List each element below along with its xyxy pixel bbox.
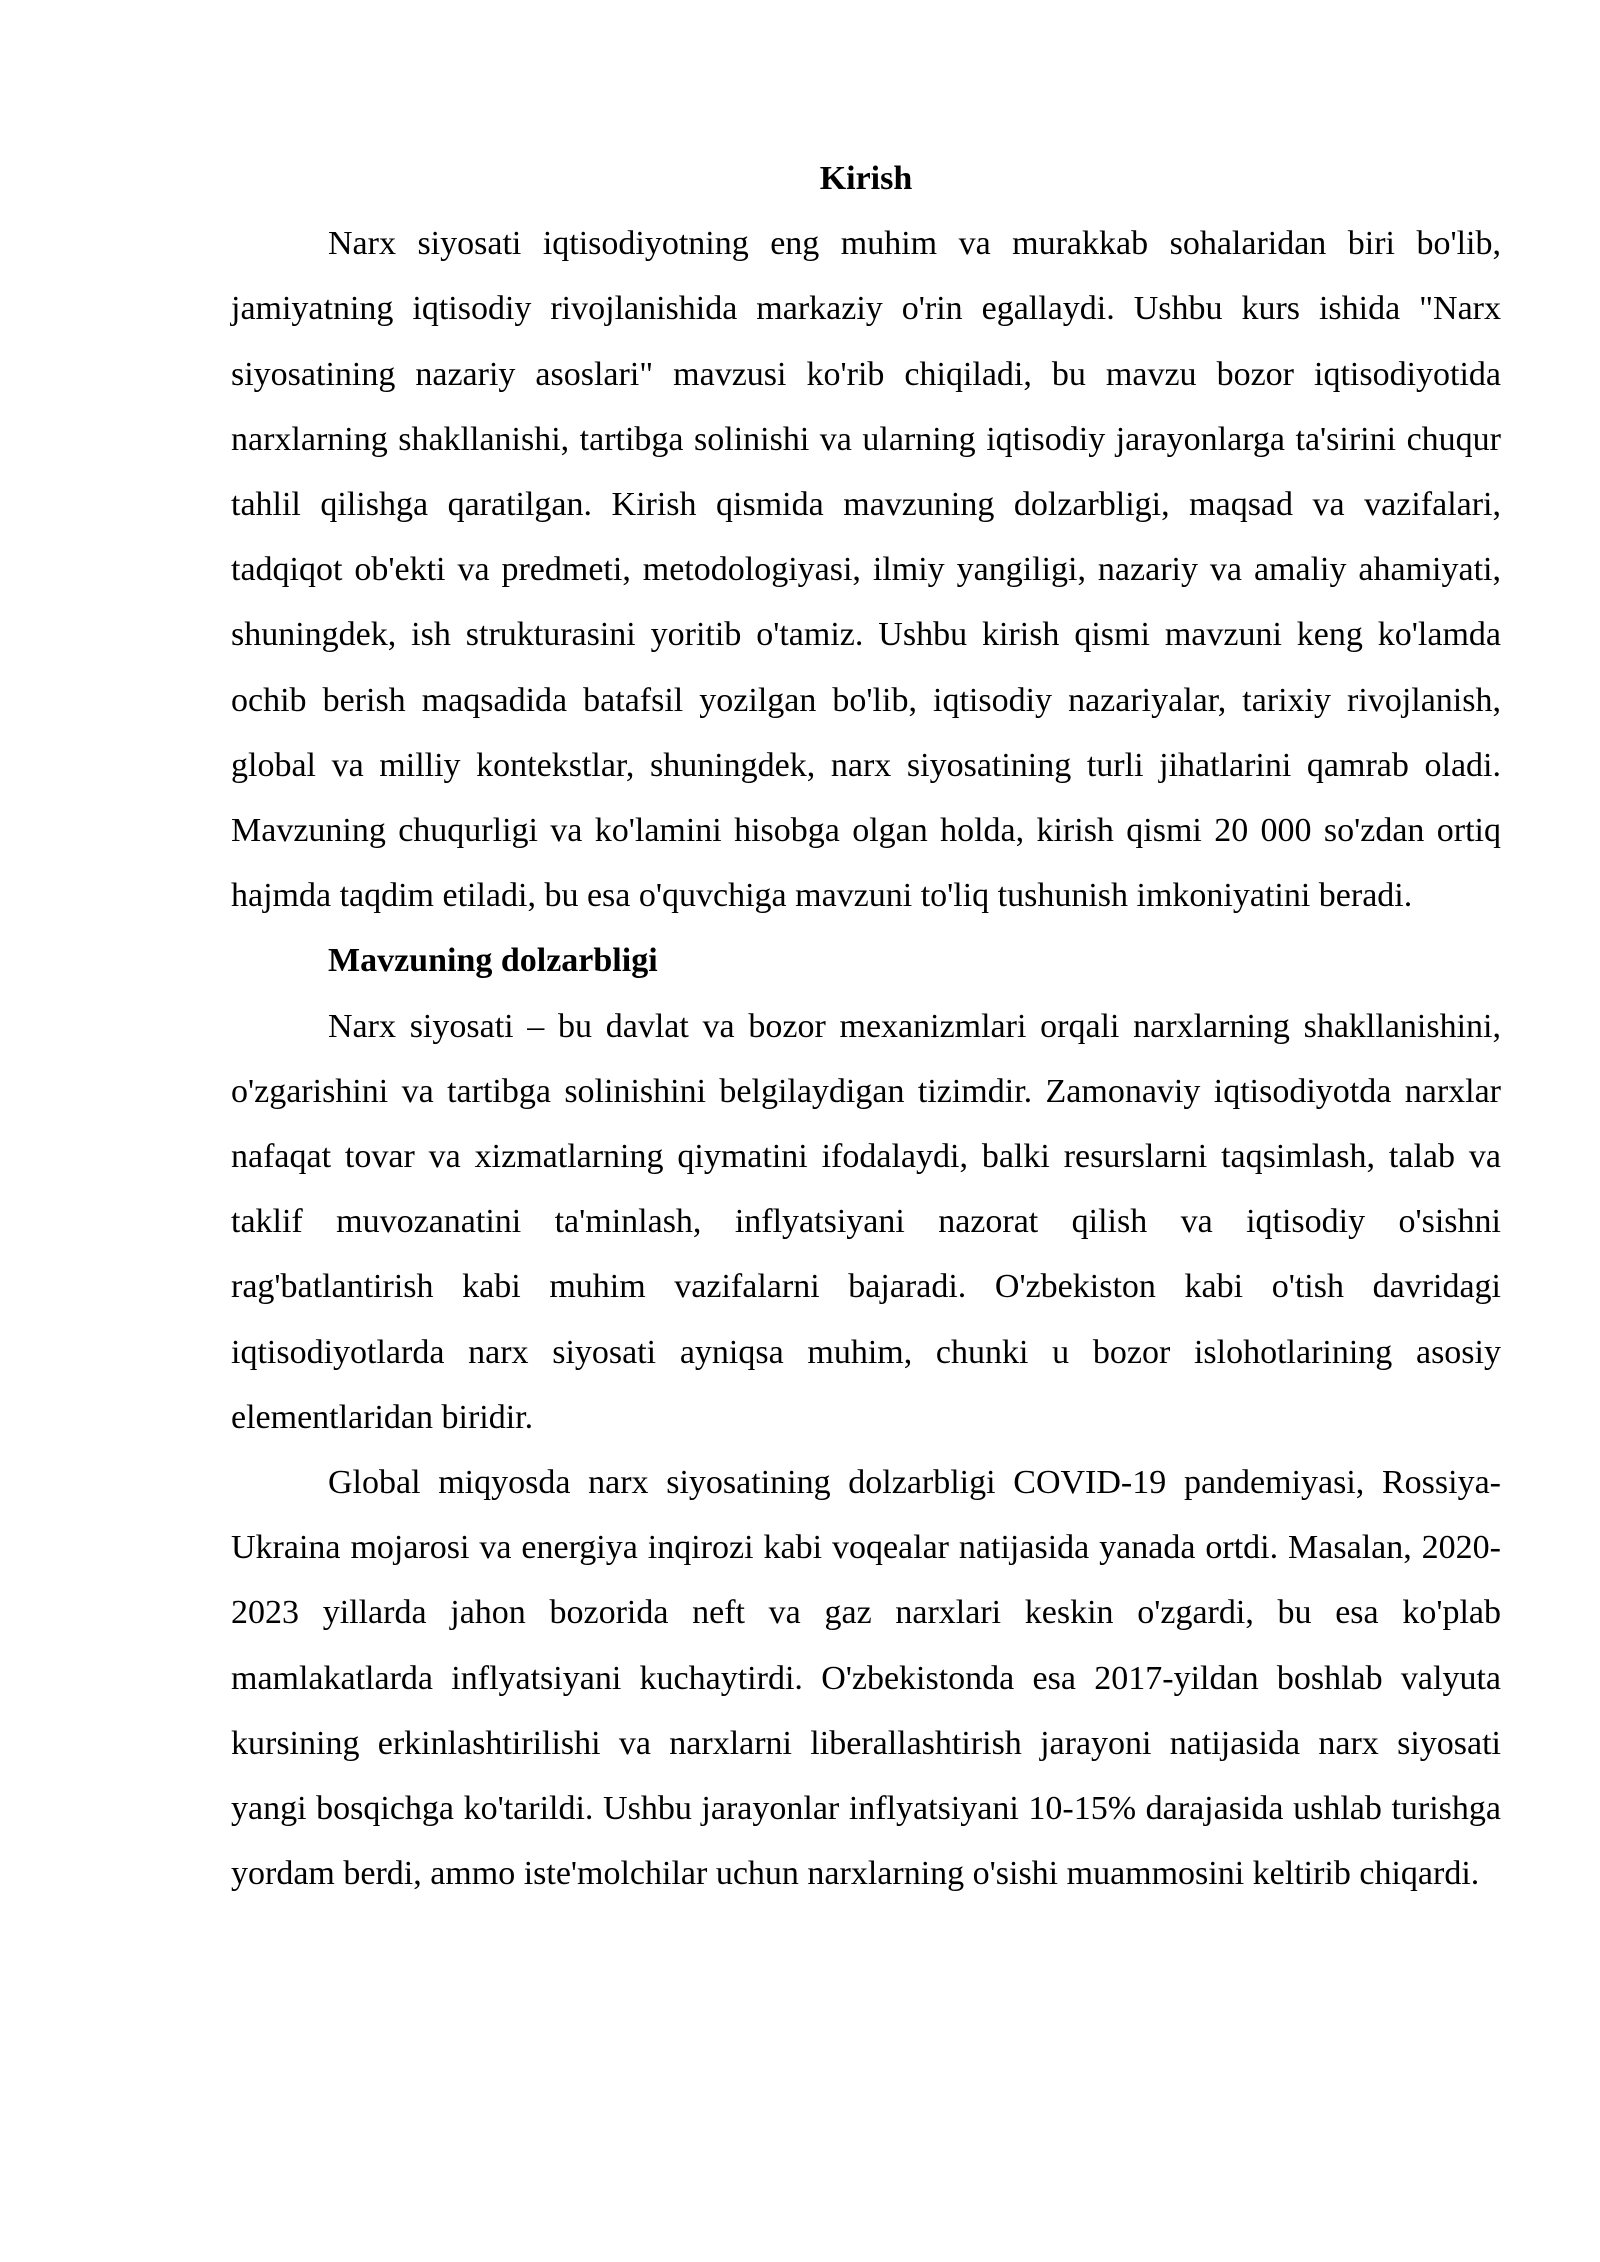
page-title: Kirish xyxy=(819,160,913,197)
document-page xyxy=(231,146,1501,1906)
section-paragraph-2: Global miqyosda narx siyosatining dolzarbligi COVID-19 pandemiyasi, Rossiya-Ukraina mojarosi va energiya inqirozi kabi voqealar natijasida yanada ortdi. Masalan, 2020-2023 yillarda jahon bozorida neft va gaz narxlari keskin o'zgardi, bu esa ko'plab mamlakatlarda inflyatsiyani kuchaytirdi. O'zbekistonda esa 2017-yildan boshlab valyuta kursining erkinlashtirilishi va narxlarni liberallashtirish jarayoni natijasida narx siyosati yangi bosqichga ko'tarildi. Ushbu jarayonlar inflyatsiyani 10-15% darajasida ushlab turishga yordam berdi, ammo iste'molchilar uchun narxlarning o'sishi muammosini keltirib chiqardi. xyxy=(231,1464,1501,1893)
section-heading: Mavzuning dolzarbligi xyxy=(328,942,658,980)
intro-paragraph: Narx siyosati iqtisodiyotning eng muhim va murakkab sohalaridan biri bo'lib, jamiyatning iqtisodiy rivojlanishida markaziy o'rin egallaydi. Ushbu kurs ishida "Narx siyosatining nazariy asoslari" mavzusi ko'rib chiqiladi, bu mavzu bozor iqtisodiyotida narxlarning shakllanishi, tartibga solinishi va ularning iqtisodiy jarayonlarga ta'sirini chuqur tahlil qilishga qaratilgan. Kirish qismida mavzuning dolzarbligi, maqsad va vazifalari, tadqiqot ob'ekti va predmeti, metodologiyasi, ilmiy yangiligi, nazariy va amaliy ahamiyati, shuningdek, ish strukturasini yoritib o'tamiz. Ushbu kirish qismi mavzuni keng ko'lamda ochib berish maqsadida batafsil yozilgan bo'lib, iqtisodiy nazariyalar, tarixiy rivojlanish, global va milliy kontekstlar, shuningdek, narx siyosatining turli jihatlarini qamrab oladi. Mavzuning chuqurligi va ko'lamini hisobga olgan holda, kirish qismi 20 000 so'zdan ortiq hajmda taqdim etiladi, bu esa o'quvchiga mavzuni to'liq tushunish imkoniyatini beradi. xyxy=(231,225,1501,915)
section-paragraph-1: Narx siyosati – bu davlat va bozor mexanizmlari orqali narxlarning shakllanishini, o'zgarishini va tartibga solinishini belgilaydigan tizimdir. Zamonaviy iqtisodiyotda narxlar nafaqat tovar va xizmatlarning qiymatini ifodalaydi, balki resurslarni taqsimlash, talab va taklif muvozanatini ta'minlash, inflyatsiyani nazorat qilish va iqtisodiy o'sishni rag'batlantirish kabi muhim vazifalarni bajaradi. O'zbekiston kabi o'tish davridagi iqtisodiyotlarda narx siyosati ayniqsa muhim, chunki u bozor islohotlarining asosiy elementlaridan biridir. xyxy=(231,1007,1501,1436)
